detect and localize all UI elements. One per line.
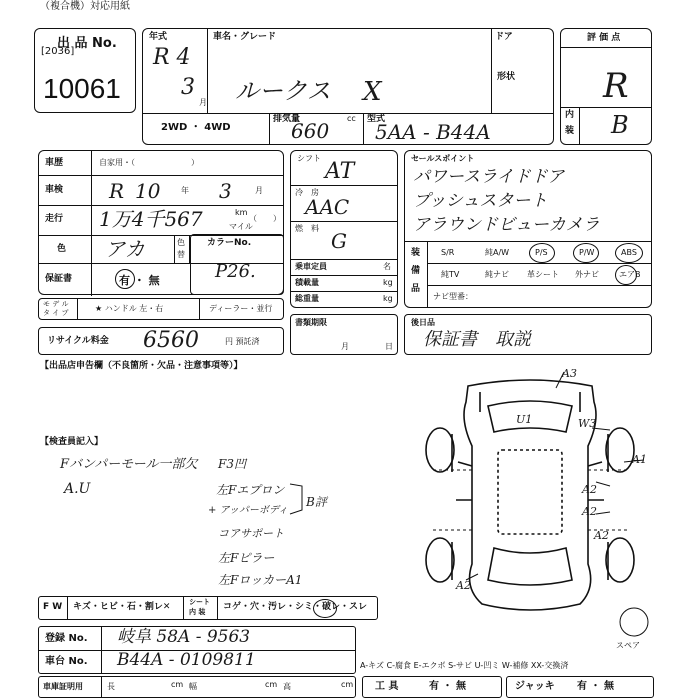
color-no-label: カラーNo. (207, 238, 252, 248)
color-change-2: 替 (177, 250, 185, 259)
mark-a2-1: A2 (582, 483, 597, 496)
inspection-era: R (109, 179, 125, 203)
note-left-1: Fバンパーモール一部欠 (60, 457, 198, 472)
doc-month-unit: 月 (341, 342, 349, 351)
later-items-value: 保証書 取説 (423, 329, 531, 350)
tools-box (362, 676, 502, 698)
chassis-label: 車台 No. (45, 656, 88, 667)
color-value: アカ (105, 237, 145, 261)
equip-navi: 純ナビ (485, 270, 509, 279)
circle-stain (313, 599, 337, 618)
mark-a3: A3 (562, 367, 577, 380)
equip-ext-navi: 外ナビ (575, 270, 599, 279)
equip-label-1: 装 (411, 248, 421, 258)
shift-value: AT (325, 159, 355, 184)
equip-aw: 純A/W (485, 248, 510, 257)
sales-item-3: アラウンドビューカメラ (413, 215, 600, 235)
history-label: 車歴 (45, 158, 64, 168)
mark-a2-4: A2 (456, 579, 471, 592)
mark-a2-3: A2 (594, 529, 609, 542)
inspection-label: 車検 (45, 185, 64, 195)
note-right-2: 左Fエプロン (216, 483, 285, 497)
warranty-options: 有 ・ 無 (119, 274, 160, 287)
shift-label: シフト (297, 154, 321, 163)
recycle-label: リサイクル料金 (47, 336, 109, 346)
cert-cm-3: cm (341, 680, 354, 689)
navi-model-label: ナビ型番： (433, 292, 473, 301)
color-change-1: 色 (177, 238, 185, 247)
aircon-label-1: 冷 (295, 188, 303, 197)
mark-a1: A1 (632, 453, 647, 466)
lot-number: 10061 (43, 73, 121, 104)
capacity-label: 乗車定員 (295, 262, 327, 271)
doc-day-unit: 日 (385, 342, 393, 351)
fw-items: キズ・ヒビ・石・割レ✕ (73, 602, 171, 612)
equip-pw: P/W (579, 248, 595, 257)
warranty-label: 保証書 (45, 274, 73, 284)
displacement-value: 660 (291, 119, 330, 143)
jack-label: ジャッキ (515, 681, 555, 692)
fuel-label-2: 料 (311, 224, 319, 233)
cert-cm-2: cm (265, 680, 278, 689)
mark-w3: W3 (578, 417, 597, 430)
cert-label: 車庫証明用 (43, 682, 83, 691)
interior-label-2: 装 (565, 126, 575, 136)
sales-item-2: プッシュスタート (413, 191, 548, 211)
model-type-label-2: タ イ プ (43, 309, 69, 317)
weight-unit: kg (383, 294, 393, 303)
mileage-mile: マイル (229, 222, 253, 231)
car-grade: X (363, 77, 382, 107)
recycle-unit: 円 預託済 (225, 337, 260, 346)
capacity-unit: 名 (383, 262, 391, 271)
aircon-value: AAC (305, 195, 350, 219)
registration-value: 岐阜 58A - 9563 (117, 627, 251, 647)
cert-height: 高 (283, 682, 291, 691)
seat-items: コゲ・穴・汚レ・シミ・破レ・スレ (223, 602, 368, 612)
form-title: （複合機）対応用紙 (40, 1, 130, 12)
registration-label: 登録 No. (45, 633, 88, 644)
handle-options: ★ ハンドル 左・右 (95, 304, 164, 313)
mileage-paren: （ ） (249, 214, 281, 223)
interior-condition-row (38, 596, 378, 620)
chassis-value: B44A - 0109811 (117, 650, 256, 670)
color-label: 色 (57, 244, 67, 254)
note-right-4: B評 (306, 495, 327, 509)
note-right-1: F3凹 (218, 457, 246, 471)
mileage-value: 1万4千567 (99, 207, 203, 231)
model-value: 5AA - B44A (375, 120, 491, 144)
doc-deadline-label: 書類期限 (295, 318, 327, 327)
load-label: 積載量 (295, 278, 319, 287)
aircon-label-2: 房 (311, 188, 319, 197)
declaration-label: 【出品店申告欄（不良箇所・欠品・注意事項等）】 (40, 361, 243, 371)
mileage-km: km (235, 208, 248, 217)
month-unit: 月 (199, 98, 207, 107)
seat-label-2: 内 装 (189, 608, 206, 616)
recycle-value: 6560 (143, 328, 199, 353)
interior-score: B (611, 111, 629, 139)
shape-label: 形状 (497, 72, 516, 82)
car-name: ルークス (235, 77, 331, 105)
score-label: 評 価 点 (587, 33, 621, 43)
equip-label-2: 備 (411, 266, 421, 276)
equip-label-3: 品 (411, 284, 421, 294)
fuel-value: G (331, 229, 347, 253)
fw-label: F W (43, 602, 63, 612)
garage-cert-row (38, 676, 356, 698)
inspector-label: 【検査員記入】 (40, 437, 104, 447)
lot-code: [2036] (41, 46, 75, 57)
mark-u1: U1 (516, 413, 533, 426)
color-no-value: P26. (215, 261, 256, 282)
damage-legend: A-キズ C-腐食 E-エクボ S-サビ U-凹ミ W-補修 XX-交換済 (360, 661, 569, 670)
lot-label: 出 品 No. (57, 36, 117, 51)
registration-box (38, 626, 356, 674)
overall-score: R (603, 66, 629, 106)
sales-item-1: パワースライドドア (413, 167, 565, 187)
equip-ps: P/S (535, 248, 548, 257)
sales-label: セールスポイント (411, 154, 475, 163)
drive-label: 2WD ・ 4WD (161, 122, 231, 133)
note-right-5: コアサポート (218, 527, 284, 540)
door-label: ドア (495, 32, 513, 42)
month-value: 3 (181, 75, 195, 100)
model-type-label-1: モ デ ル (43, 300, 69, 308)
inspection-month-unit: 月 (255, 186, 263, 195)
year-label: 年式 (149, 32, 168, 42)
jack-box (506, 676, 654, 698)
interior-label-1: 内 (565, 110, 575, 120)
cert-length: 長 (107, 682, 115, 691)
dealer-options: ディーラー・並行 (209, 304, 273, 313)
later-items-label: 後日品 (411, 318, 435, 327)
equip-leather: 革シート (527, 270, 559, 279)
mark-a2-2: A2 (582, 505, 597, 518)
inspection-year: 10 (135, 179, 161, 203)
note-right-3: + アッパーボディ (208, 505, 289, 516)
equip-tv: 純TV (441, 270, 460, 279)
equip-abs: ABS (621, 248, 637, 257)
seat-label-1: シート (189, 598, 210, 606)
inspection-month: 3 (219, 179, 232, 203)
note-left-2: A.U (64, 481, 91, 497)
spare-label: スペア (616, 641, 640, 650)
jack-options: 有 ・ 無 (577, 681, 614, 692)
tools-label: 工 具 (375, 681, 399, 692)
displacement-unit: cc (347, 114, 356, 123)
load-unit: kg (383, 278, 393, 287)
inspection-year-unit: 年 (181, 186, 189, 195)
weight-label: 総重量 (295, 294, 319, 303)
note-right-6: 左Fピラー (218, 551, 275, 565)
history-value: 自家用・（ ） (99, 158, 199, 167)
cert-width: 幅 (189, 682, 197, 691)
fuel-label-1: 燃 (295, 224, 303, 233)
note-right-7: 左FロッカーA1 (218, 573, 303, 587)
tools-options: 有 ・ 無 (429, 681, 466, 692)
equip-sr: S/R (441, 248, 455, 257)
displacement-label: 排気量 (273, 114, 301, 124)
year-value: R 4 (153, 45, 191, 70)
cert-cm-1: cm (171, 680, 184, 689)
name-label: 車名・グレード (213, 32, 277, 42)
equip-airbag: エアB (619, 270, 641, 279)
mileage-label: 走行 (45, 214, 64, 224)
model-label: 型式 (367, 114, 386, 124)
